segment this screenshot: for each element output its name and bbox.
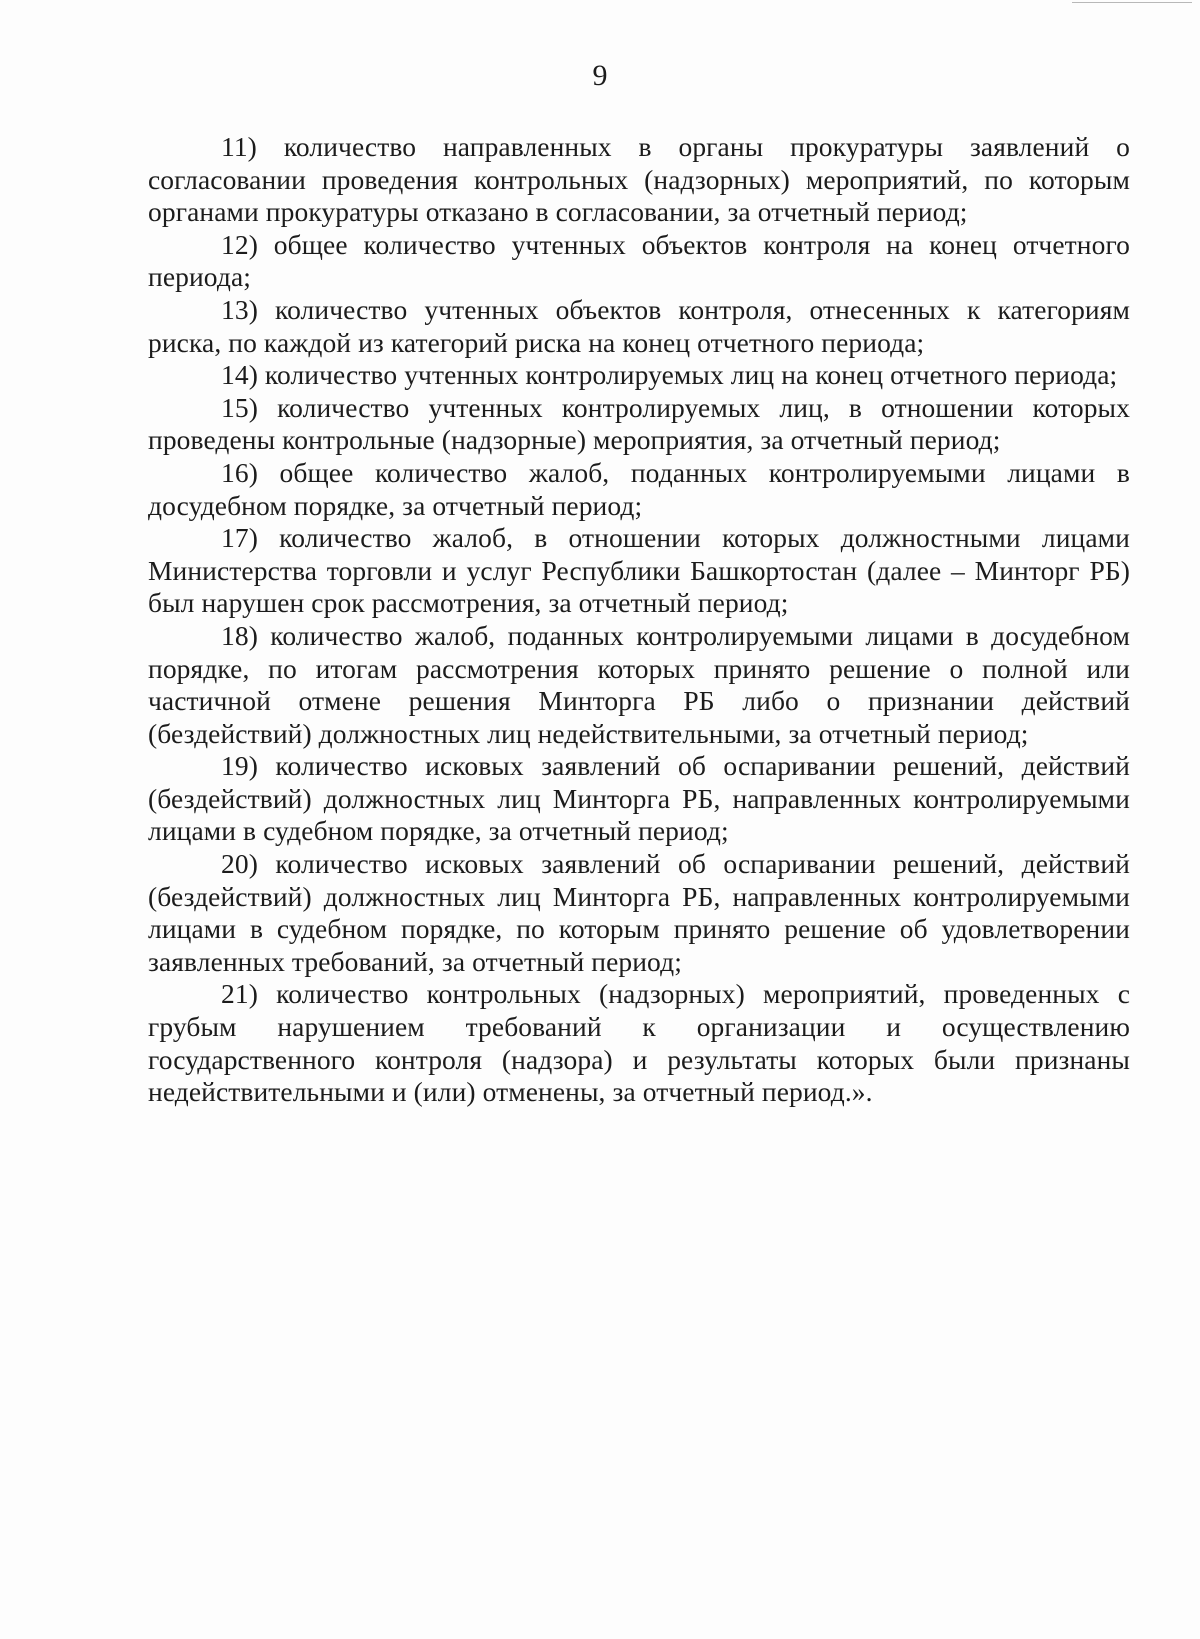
list-item: 19) количество исковых заявлений об оспаривании решений, действий (бездействий) должностных лиц Минторга РБ, направленных контролируемыми лицами в судебном порядке, за отчетный период; xyxy=(148,750,1130,847)
page-number: 9 xyxy=(592,59,608,92)
list-item: 20) количество исковых заявлений об оспаривании решений, действий (бездействий) должностных лиц Минторга РБ, направленных контролируемыми лицами в судебном порядке, по которым принято решение об удовлетворении заявленных требований, за отчетный период; xyxy=(148,848,1130,977)
scan-edge-line xyxy=(1072,2,1192,3)
list-item: 15) количество учтенных контролируемых лиц, в отношении которых проведены контрольные (надзорные) мероприятия, за отчетный период; xyxy=(148,391,1130,456)
list-item: 11) количество направленных в органы прокуратуры заявлений о согласовании проведения контрольных (надзорных) мероприятий, по которым органами прокуратуры отказано в согласовании, за отчетный период; xyxy=(148,131,1130,228)
list-item: 14) количество учтенных контролируемых лиц на конец отчетного периода; xyxy=(221,359,1118,391)
list-item: 21) количество контрольных (надзорных) мероприятий, проведенных с грубым нарушением требований к организации и осуществлению государственного контроля (надзора) и результаты которых были признаны недействительными и (или) отменены, за отчетный период.». xyxy=(148,978,1130,1108)
list-item: 18) количество жалоб, поданных контролируемыми лицами в досудебном порядке, по итогам рассмотрения которых принято решение о полной или частичной отмене решения Минторга РБ либо о признании действий (бездействий) должностных лиц недействительными, за отчетный период; xyxy=(148,619,1130,749)
list-item: 17) количество жалоб, в отношении которых должностными лицами Министерства торговли и услуг Республики Башкортостан (далее – Минторг РБ) был нарушен срок рассмотрения, за отчетный период; xyxy=(148,522,1130,619)
document-body xyxy=(148,131,1130,1109)
list-item: 12) общее количество учтенных объектов контроля на конец отчетного периода; xyxy=(148,228,1130,293)
list-item: 13) количество учтенных объектов контроля, отнесенных к категориям риска, по каждой из категорий риска на конец отчетного периода; xyxy=(148,293,1130,358)
list-item: 16) общее количество жалоб, поданных контролируемыми лицами в досудебном порядке, за отчетный период; xyxy=(148,456,1130,521)
